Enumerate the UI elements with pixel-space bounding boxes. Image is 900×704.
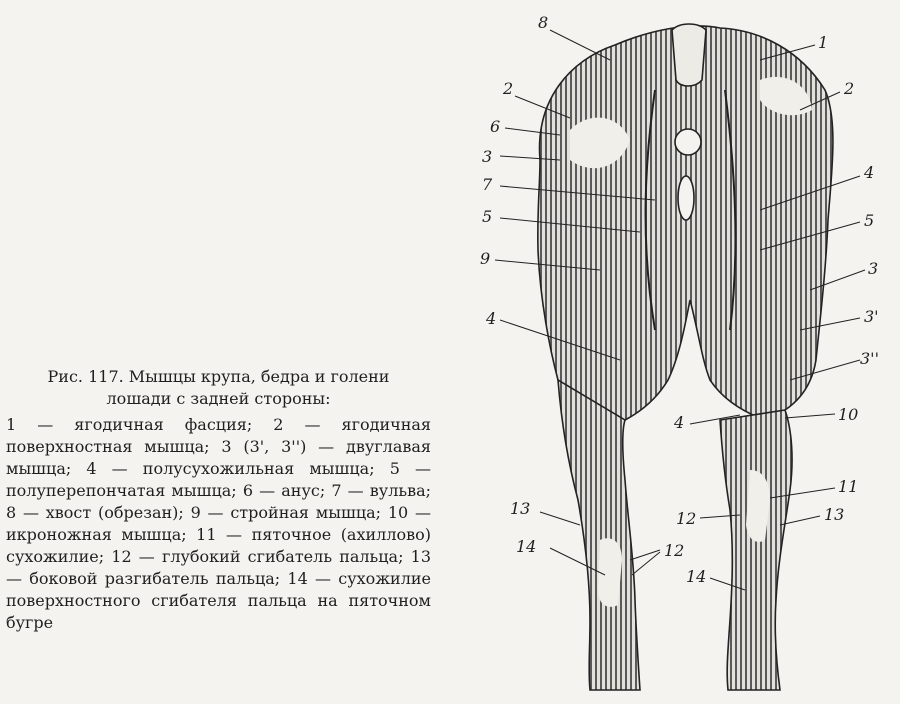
- legend-item: 8 — хвост (обрезан);: [6, 503, 191, 522]
- anatomical-illustration: [440, 0, 900, 704]
- caption-legend: [6, 414, 431, 634]
- anus: [675, 129, 701, 155]
- label-1: 1: [818, 33, 829, 52]
- label-5: 5: [864, 211, 875, 230]
- legend-item: 6 — анус;: [242, 481, 332, 500]
- label-3: 3: [482, 147, 493, 166]
- label-7: 7: [482, 175, 493, 194]
- label-8: 8: [538, 13, 549, 32]
- hindquarters-drawing: [538, 24, 833, 690]
- label-4: 4: [486, 309, 497, 328]
- label-3-double-prime: 3'': [860, 349, 879, 368]
- label-2: 2: [503, 79, 514, 98]
- figure-caption: [6, 366, 431, 634]
- label-4: 4: [864, 163, 875, 182]
- legend-item: 10 — икроножная мышца;: [6, 503, 432, 544]
- legend-item: 12 — глубокий сгибатель пальца;: [111, 547, 411, 566]
- legend-item: 14 — сухожилие поверхностного сгибателя пальца на пяточном бугре: [6, 569, 431, 632]
- legend-item: 13 — боковой разгибатель пальца;: [6, 547, 432, 588]
- caption-title: [6, 366, 431, 410]
- legend-item: 5 — полуперепончатая мышца;: [6, 459, 432, 500]
- legend-item: 2 — ягодичная поверхностная мышца;: [6, 415, 432, 456]
- label-13: 13: [510, 499, 531, 518]
- legend-item: 4 — полусухожильная мышца;: [86, 459, 390, 478]
- caption-title-line1: Рис. 117. Мышцы крупа, бедра и голени: [47, 367, 390, 386]
- legend-item: 11 — пяточное (ахиллово) сухожилие;: [6, 525, 431, 566]
- label-12: 12: [676, 509, 697, 528]
- label-4: 4: [674, 413, 685, 432]
- legend-item: 1 — ягодичная фасция;: [6, 415, 274, 434]
- label-3-prime: 3': [864, 307, 879, 326]
- caption-title-line2: лошади с задней стороны:: [106, 389, 331, 408]
- legend-item: 7 — вульва;: [331, 481, 432, 500]
- label-11: 11: [838, 477, 859, 496]
- label-5: 5: [482, 207, 493, 226]
- tail-stump: [672, 24, 706, 86]
- legend-item: 9 — стройная мышца;: [190, 503, 388, 522]
- legend-item: 3 (3', 3'') — двуглавая мышца;: [6, 437, 431, 478]
- label-12: 12: [664, 541, 685, 560]
- label-2: 2: [844, 79, 855, 98]
- label-9: 9: [480, 249, 491, 268]
- left-leg: [558, 380, 640, 690]
- label-6: 6: [490, 117, 501, 136]
- label-14: 14: [516, 537, 537, 556]
- vulva: [678, 176, 694, 220]
- tendon-highlight: [598, 538, 622, 607]
- label-13: 13: [824, 505, 845, 524]
- right-leg: [720, 410, 792, 690]
- label-3: 3: [868, 259, 879, 278]
- label-10: 10: [838, 405, 859, 424]
- label-14: 14: [686, 567, 707, 586]
